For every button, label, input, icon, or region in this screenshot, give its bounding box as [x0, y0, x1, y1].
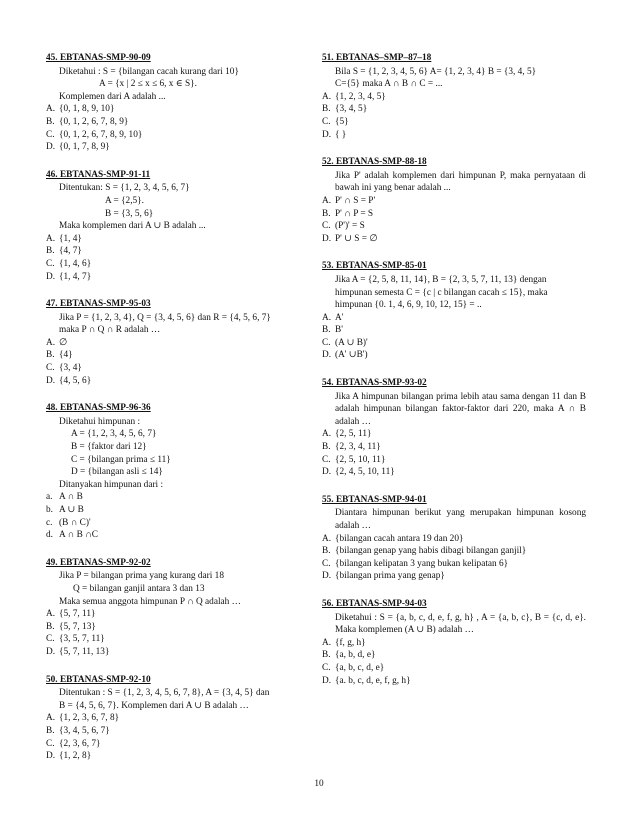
option-text: {5} — [335, 116, 349, 127]
answer-option — [46, 337, 308, 350]
option-text: A ∩ B ∩C — [59, 530, 99, 541]
answer-option — [322, 195, 590, 208]
option-label: D. — [322, 675, 332, 686]
option-label: C. — [46, 129, 55, 140]
option-label: C. — [322, 337, 331, 348]
answer-option — [322, 454, 590, 467]
option-label: B. — [322, 442, 331, 453]
answer-option — [46, 621, 308, 634]
option-text: {1, 2, 3, 6, 7, 8} — [59, 713, 120, 724]
option-label: C. — [322, 116, 331, 127]
option-label: b. — [46, 505, 53, 515]
option-text: ∅ — [59, 337, 68, 348]
option-label: A. — [322, 533, 332, 544]
option-label: D. — [322, 233, 332, 244]
problem-block — [46, 298, 308, 387]
option-label: C. — [46, 634, 55, 645]
problem-text-line: Maka komplemen dari A ∪ B adalah ... — [59, 221, 206, 232]
option-text: {1, 2, 8} — [59, 751, 92, 762]
answer-option — [322, 337, 590, 350]
option-text: { } — [335, 129, 347, 140]
problem-text-line: Jika P = bilangan prima yang kurang dari 18 — [59, 571, 224, 582]
option-label: D. — [322, 350, 332, 361]
option-label: B. — [322, 325, 331, 336]
problem-title: 56. EBTANAS-SMP-94-03 — [322, 598, 427, 609]
option-label: B. — [46, 350, 55, 361]
option-text: B' — [335, 325, 343, 336]
option-text: {1, 4, 7} — [59, 271, 92, 282]
option-label: A. — [322, 312, 332, 323]
problem-title: 48. EBTANAS-SMP-96-36 — [46, 403, 151, 414]
option-text: {2, 5, 10, 11} — [335, 454, 386, 465]
answer-option — [322, 324, 590, 337]
option-label: A. — [46, 713, 56, 724]
problem-block — [322, 598, 590, 687]
problem-block — [322, 156, 590, 245]
problem-text-line: Jika P = {1, 2, 3, 4}, Q = {3, 4, 5, 6} dan R = {4, 5, 6, 7} — [59, 312, 271, 323]
option-label: B. — [322, 104, 331, 115]
option-text: {2, 4, 5, 10, 11} — [335, 467, 395, 478]
answer-option — [46, 349, 308, 362]
option-text: {1, 4, 6} — [59, 258, 92, 269]
answer-option — [322, 91, 590, 104]
problem-text-line: Ditanyakan himpunan dari : — [59, 479, 164, 490]
problem-text-line: B = {4, 5, 6, 7}. Komplemen dari A ∪ B adalah … — [59, 700, 249, 711]
problem-title: 54. EBTANAS-SMP-93-02 — [322, 378, 427, 389]
problem-text-line: D = {bilangan asli ≤ 14} — [71, 467, 163, 478]
answer-option — [322, 466, 590, 479]
answer-option — [46, 750, 308, 763]
option-label: C. — [322, 558, 331, 569]
problem-block — [322, 52, 590, 141]
problem-title: 49. EBTANAS-SMP-92-02 — [46, 557, 151, 568]
option-text: {4, 5, 6} — [59, 375, 92, 386]
option-text: {0, 1, 2, 6, 7, 8, 9, 10} — [59, 129, 143, 140]
problem-block — [322, 494, 590, 583]
answer-option — [46, 529, 308, 542]
problem-text-line: Ditentukan : S = {1, 2, 3, 4, 5, 6, 7, 8}, A = {3, 4, 5} dan — [59, 688, 270, 699]
answer-option — [322, 312, 590, 325]
option-label: B. — [322, 208, 331, 219]
option-text: {a. b, c, d, e, f, g, h} — [335, 675, 411, 686]
option-label: B. — [322, 546, 331, 557]
option-label: C. — [322, 221, 331, 232]
answer-option — [322, 662, 590, 675]
option-label: B. — [46, 246, 55, 257]
answer-option — [322, 116, 590, 129]
option-text: (A' ∪B') — [335, 350, 368, 361]
option-label: d. — [46, 530, 53, 541]
answer-option — [46, 712, 308, 725]
option-text: {3, 4, 5, 6, 7} — [59, 725, 110, 736]
option-text: {5, 7, 11} — [59, 609, 96, 620]
option-text: A' — [335, 312, 344, 323]
option-text: {bilangan prima yang genap} — [335, 571, 445, 582]
problem-text-line: Diketahui : S = {a, b, c, d, e, f, g, h} , A = {a, b, c}, B = {c, d, e}. Maka komplemen (A ∪ B) adalah … — [335, 612, 586, 636]
problem-text-line: himpunan semesta C = {c | c bilangan cacah ≤ 15}, maka — [335, 287, 548, 298]
answer-option — [46, 725, 308, 738]
answer-option — [46, 233, 308, 246]
answer-option — [46, 375, 308, 388]
option-label: D. — [46, 271, 56, 282]
option-label: D. — [46, 646, 56, 657]
option-label: A. — [322, 429, 332, 440]
option-text: (B ∩ C)' — [59, 517, 91, 528]
problem-title: 55. EBTANAS-SMP-94-01 — [322, 494, 427, 505]
problem-text-line: Diantara himpunan berikut yang merupakan himpunan kosong adalah … — [335, 508, 586, 531]
problem-text-line: C = {bilangan prima ≤ 11} — [71, 454, 171, 465]
answer-option — [322, 441, 590, 454]
answer-option — [46, 245, 308, 258]
answer-option — [322, 349, 590, 362]
option-text: {0, 1, 7, 8, 9} — [59, 142, 110, 153]
answer-option — [46, 103, 308, 116]
option-label: C. — [46, 738, 55, 749]
answer-option — [46, 504, 308, 517]
answer-option — [46, 646, 308, 659]
option-label: c. — [46, 517, 53, 528]
problem-title: 52. EBTANAS-SMP-88-18 — [322, 157, 427, 168]
problem-text-line: A = {x | 2 ≤ x ≤ 6, x ∈ S}. — [99, 79, 197, 90]
answer-option — [46, 738, 308, 751]
option-label: D. — [46, 142, 56, 153]
problem-text-line: C={5} maka A ∩ B ∩ C = ... — [335, 79, 443, 90]
option-text: {0, 1, 8, 9, 10} — [59, 104, 115, 115]
answer-option — [322, 233, 590, 246]
option-label: B. — [46, 725, 55, 736]
option-label: C. — [322, 662, 331, 673]
problem-text-line: B = {3, 5, 6} — [105, 208, 154, 219]
option-label: A. — [46, 609, 56, 620]
answer-option — [46, 633, 308, 646]
problem-text-line: Diketahui himpunan : — [59, 416, 141, 427]
problem-title: 46. EBTANAS-SMP-91-11 — [46, 169, 151, 180]
option-label: B. — [46, 621, 55, 632]
answer-option — [322, 428, 590, 441]
problem-title: 51. EBTANAS–SMP–87–18 — [322, 53, 432, 63]
problem-block — [322, 260, 590, 362]
answer-option — [46, 608, 308, 621]
option-text: {3, 4} — [59, 363, 82, 374]
option-text: {bilangan genap yang habis dibagi bilangan ganjil} — [335, 546, 527, 557]
problem-block — [46, 557, 308, 659]
problem-text-line: B = {faktor dari 12} — [71, 442, 147, 453]
option-text: {2, 3, 6, 7} — [59, 738, 101, 749]
option-text: {5, 7, 13} — [59, 621, 96, 632]
option-text: {1, 2, 3, 4, 5} — [335, 91, 386, 102]
answer-option — [46, 271, 308, 284]
answer-option — [46, 362, 308, 375]
answer-option — [46, 491, 308, 504]
option-label: D. — [322, 129, 332, 140]
option-label: B. — [322, 650, 331, 661]
option-text: (A ∪ B)' — [335, 337, 368, 348]
page-number: 10 — [314, 779, 324, 789]
problem-text-line: Komplemen dari A adalah ... — [59, 91, 166, 102]
option-label: A. — [46, 233, 56, 244]
option-text: {a, b, c, d, e} — [335, 662, 385, 673]
option-label: D. — [322, 571, 332, 582]
answer-option — [322, 220, 590, 233]
answer-option — [322, 129, 590, 142]
option-text: (P')' = S — [335, 221, 365, 232]
option-text: P' ∩ S = P' — [335, 195, 376, 206]
option-text: {f, g, h} — [335, 637, 366, 648]
answer-option — [322, 637, 590, 650]
answer-option — [322, 558, 590, 571]
option-label: B. — [46, 116, 55, 127]
option-label: D. — [46, 751, 56, 762]
problem-block — [46, 169, 308, 283]
option-text: A ∩ B — [59, 492, 83, 503]
option-label: D. — [322, 467, 332, 478]
option-text: {2, 3, 4, 11} — [335, 442, 381, 453]
option-label: D. — [46, 375, 56, 386]
answer-option — [46, 141, 308, 154]
option-label: C. — [46, 363, 55, 374]
option-label: A. — [46, 337, 56, 348]
answer-option — [322, 533, 590, 546]
problem-title: 50. EBTANAS-SMP-92-10 — [46, 674, 151, 685]
option-label: A. — [46, 104, 56, 115]
option-text: P' ∩ P = S — [335, 208, 374, 219]
problem-text-line: Jika A = {2, 5, 8, 11, 14}, B = {2, 3, 5, 7, 11, 13} dengan — [335, 274, 547, 285]
option-text: {bilangan cacah antara 19 dan 20} — [335, 533, 464, 544]
option-text: {4, 7} — [59, 246, 82, 257]
answer-option — [46, 517, 308, 530]
answer-option — [322, 675, 590, 688]
answer-option — [46, 116, 308, 129]
answer-option — [322, 103, 590, 116]
problem-title: 45. EBTANAS-SMP-90-09 — [46, 53, 151, 63]
answer-option — [322, 208, 590, 221]
problem-title: 47. EBTANAS-SMP-95-03 — [46, 299, 151, 310]
option-text: {3, 5, 7, 11} — [59, 634, 105, 645]
problem-block — [46, 52, 308, 154]
option-label: C. — [322, 454, 331, 465]
problem-text-line: Diketahui : S = {bilangan cacah kurang dari 10} — [59, 66, 239, 77]
option-label: A. — [322, 637, 332, 648]
answer-option — [46, 129, 308, 142]
option-text: {0, 1, 2, 6, 7, 8, 9} — [59, 116, 129, 127]
problem-text-line: Bila S = {1, 2, 3, 4, 5, 6} A= {1, 2, 3, 4} B = {3, 4, 5} — [335, 66, 537, 77]
option-text: {3, 4, 5} — [335, 104, 368, 115]
problem-text-line: maka P ∩ Q ∩ R adalah … — [59, 325, 161, 336]
option-text: {bilangan kelipatan 3 yang bukan kelipatan 6} — [335, 558, 509, 569]
problem-text-line: Q = bilangan ganjil antara 3 dan 13 — [73, 583, 205, 594]
option-text: {4} — [59, 350, 73, 361]
answer-option — [322, 545, 590, 558]
left-column — [46, 52, 308, 778]
problem-text-line: Jika P' adalah komplemen dari himpunan P, maka pernyataan di bawah ini yang benar adalah ... — [335, 170, 586, 194]
right-column — [322, 52, 590, 702]
option-label: A. — [322, 91, 332, 102]
problem-text-line: Jika A himpunan bilangan prima lebih atau sama dengan 11 dan B adalah himpunan bilangan faktor-faktor dari 220, maka A ∩ B adalah … — [335, 391, 586, 427]
option-text: {5, 7, 11, 13} — [59, 646, 110, 657]
problem-title: 53. EBTANAS-SMP-85-01 — [322, 261, 427, 272]
option-label: A. — [322, 195, 332, 206]
problem-text-line: Maka semua anggota himpunan P ∩ Q adalah … — [59, 596, 241, 607]
problem-text-line: himpunan {0. 1, 4, 6, 9, 10, 12, 15} = .. — [335, 300, 482, 311]
answer-option — [322, 649, 590, 662]
option-text: {1, 4} — [59, 233, 82, 244]
problem-block — [46, 674, 308, 763]
problem-text-line: Ditentukan: S = {1, 2, 3, 4, 5, 6, 7} — [59, 183, 190, 194]
answer-option — [46, 258, 308, 271]
problem-text-line: A = {2,5}. — [105, 195, 144, 206]
option-label: a. — [46, 492, 53, 503]
option-text: P' ∪ S = ∅ — [335, 233, 378, 244]
problem-block — [46, 402, 308, 542]
problem-block — [322, 377, 590, 479]
option-text: A ∪ B — [59, 505, 84, 515]
option-label: C. — [46, 258, 55, 269]
option-text: {2, 5, 11} — [335, 429, 372, 440]
answer-option — [322, 570, 590, 583]
option-text: {a, b, d, e} — [335, 650, 376, 661]
problem-text-line: A = {1, 2, 3, 4, 5, 6, 7} — [71, 429, 157, 440]
